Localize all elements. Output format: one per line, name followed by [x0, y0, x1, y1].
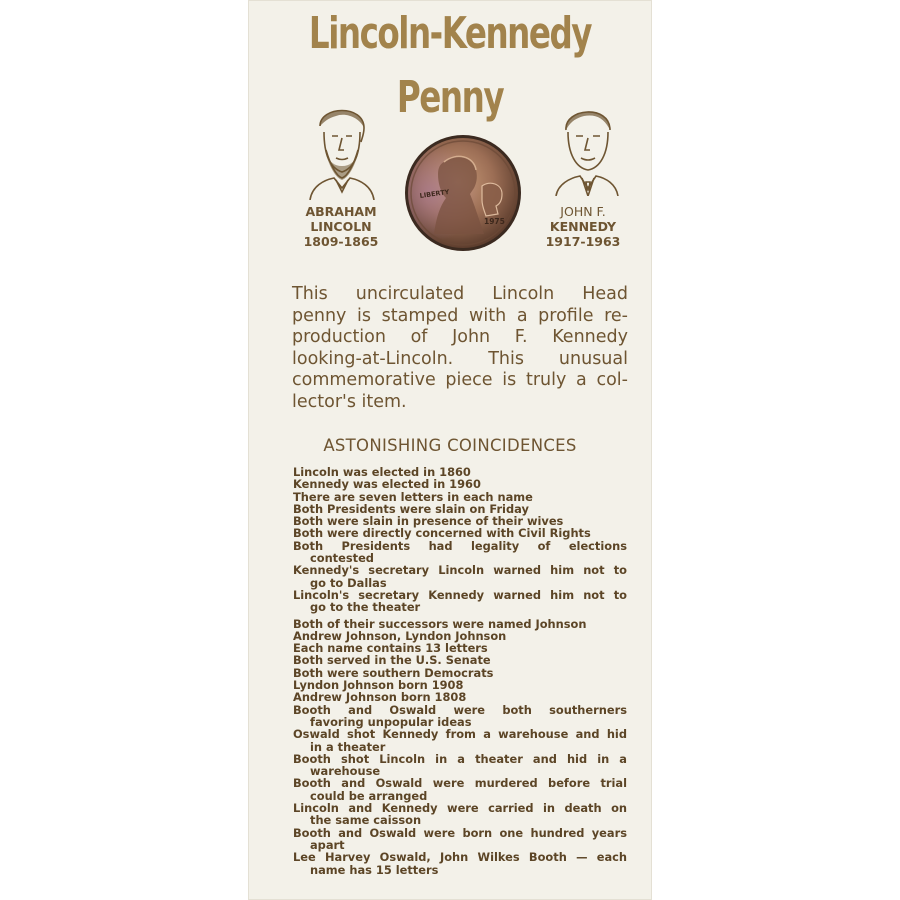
coincidence-item: [293, 589, 627, 614]
coincidences-list: [293, 466, 627, 876]
coincidence-item: [293, 728, 627, 753]
coincidence-item: [293, 478, 627, 490]
coincidence-text: Both were slain in presence of their wives: [293, 514, 564, 529]
kennedy-last-name: KENNEDY: [549, 219, 617, 234]
coincidence-item: [293, 753, 627, 778]
coincidence-continuation: go to Dallas: [310, 575, 387, 590]
coincidence-text: Both were southern Democrats: [293, 665, 494, 680]
coincidence-continuation: apart: [310, 837, 345, 852]
kennedy-years: 1917-1963: [545, 234, 621, 249]
coincidence-continuation: warehouse: [310, 764, 381, 779]
lincoln-first-name: ABRAHAM: [305, 204, 377, 219]
coincidence-item: [293, 527, 627, 539]
title-line-2: Penny: [396, 72, 504, 123]
coincidence-text: Kennedy was elected in 1960: [293, 477, 481, 492]
kennedy-portrait-icon: [552, 92, 622, 196]
intro-line: lector's item.: [292, 391, 407, 412]
coincidence-continuation: name has 15 letters: [310, 862, 439, 877]
coincidence-text: Lincoln's secretary Kennedy warned him not to: [293, 587, 627, 602]
coincidence-item: [293, 540, 627, 565]
coincidence-continuation: the same caisson: [310, 813, 422, 828]
coincidence-text: Lee Harvey Oswald, John Wilkes Booth — each: [293, 850, 627, 865]
coincidence-text: Andrew Johnson born 1808: [293, 690, 467, 705]
coincidence-item: [293, 691, 627, 703]
kennedy-caption: [528, 204, 638, 249]
coincidence-item: [293, 802, 627, 827]
intro-line: This uncirculated Lincoln Head: [292, 284, 628, 304]
lincoln-years: 1809-1865: [303, 234, 379, 249]
coincidence-text: Lincoln and Kennedy were carried in death on: [293, 801, 627, 816]
lincoln-caption: [286, 204, 396, 249]
coincidence-item: [293, 851, 627, 876]
lincoln-last-name: LINCOLN: [310, 219, 372, 234]
penny-coin-icon: [404, 134, 522, 252]
intro-paragraph: [292, 284, 628, 413]
coincidence-text: Andrew Johnson, Lyndon Johnson: [293, 628, 507, 643]
coincidence-text: Lincoln was elected in 1860: [293, 465, 471, 479]
coincidence-continuation: favoring unpopular ideas: [310, 714, 472, 729]
coin-date: 1975: [484, 217, 505, 226]
coincidence-continuation: contested: [310, 551, 374, 566]
coincidence-item: [293, 704, 627, 729]
title-line-1: Lincoln-Kennedy: [308, 8, 592, 59]
coincidence-text: Oswald shot Kennedy from a warehouse and hid: [293, 727, 627, 742]
coin-inscription: LIBERTY: [419, 187, 450, 200]
coincidence-continuation: go to the theater: [310, 600, 421, 615]
coincidence-text: There are seven letters in each name: [293, 489, 533, 504]
intro-line: production of John F. Kennedy: [292, 327, 628, 347]
coincidence-continuation: in a theater: [310, 739, 386, 754]
coincidence-item: [293, 654, 627, 666]
coincidence-text: Both of their successors were named Johnson: [293, 616, 587, 631]
coincidence-item: [293, 827, 627, 852]
coincidence-text: Both Presidents had legality of elections: [293, 538, 627, 553]
coincidence-text: Both served in the U.S. Senate: [293, 653, 491, 668]
coincidence-item: [293, 564, 627, 589]
coincidence-item: [293, 777, 627, 802]
coincidence-text: Kennedy's secretary Lincoln warned him not to: [293, 563, 627, 578]
coincidence-text: Both were directly concerned with Civil Rights: [293, 526, 591, 541]
coincidence-text: Booth and Oswald were born one hundred years: [293, 825, 627, 840]
coincidence-item: [293, 618, 627, 630]
kennedy-first-name: JOHN F.: [560, 204, 606, 219]
coin-card: [248, 0, 652, 900]
intro-line: looking-at-Lincoln. This unusual: [292, 348, 628, 369]
intro-line: commemorative piece is truly a col-: [292, 370, 628, 390]
coincidence-text: Both Presidents were slain on Friday: [293, 501, 529, 516]
coincidences-heading: ASTONISHING COINCIDENCES: [323, 436, 577, 455]
coincidence-text: Lyndon Johnson born 1908: [293, 678, 464, 693]
coincidence-text: Booth shot Lincoln in a theater and hid in a: [293, 751, 627, 766]
intro-line: penny is stamped with a profile re-: [292, 305, 628, 326]
coincidence-continuation: could be arranged: [310, 788, 428, 803]
lincoln-portrait-icon: [306, 92, 378, 200]
coincidence-text: Booth and Oswald were both southerners: [293, 702, 627, 717]
coincidence-text: Booth and Oswald were murdered before trial: [293, 776, 627, 791]
coincidence-text: Each name contains 13 letters: [293, 641, 488, 656]
